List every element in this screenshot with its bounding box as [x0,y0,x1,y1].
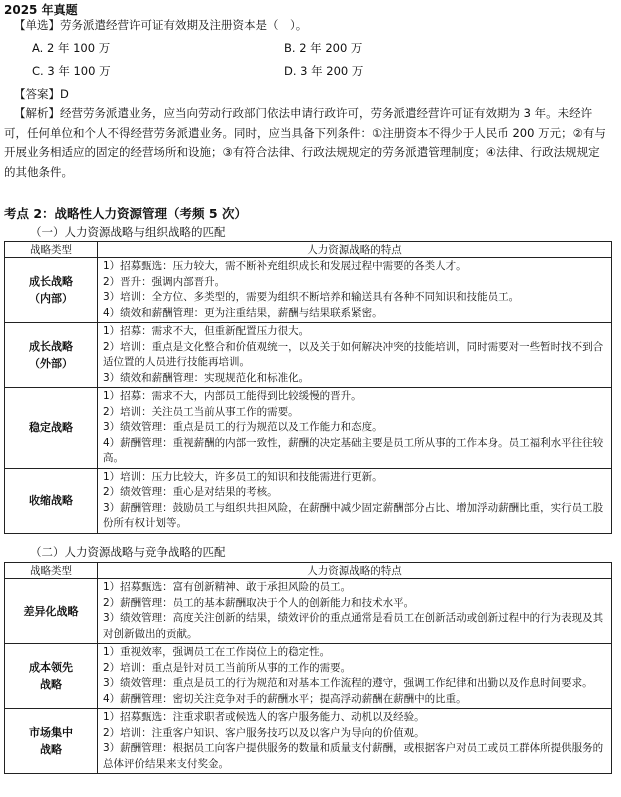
strategy-type-line: 稳定战略 [29,421,73,435]
feature-line: 2）培训：重点是针对员工当前所从事的工作的需要。 [103,661,352,674]
header-features: 人力资源战略的特点 [98,242,612,258]
feature-line: 3）绩效和薪酬管理：实现规范化和标准化。 [103,371,310,384]
strategy-features-cell [98,709,612,774]
strategy-type-cell [5,709,98,774]
header-features: 人力资源战略的特点 [98,563,612,579]
strategy-type-line: 收缩战略 [29,494,73,507]
feature-line: 1）招募：需求不大，但重新配置压力很大。 [103,325,310,337]
feature-line: 1）重视效率，强调员工在工作岗位上的稳定性。 [103,646,331,658]
strategy-features-cell [98,323,612,388]
answer-text: 【答案】D [14,87,69,101]
strategy-type-line: 成长战略 [29,275,73,288]
feature-line: 4）薪酬管理：重视薪酬的内部一致性，薪酬的决定基础主要是员工所从事的工作本身。员工福利水平往往较高。 [103,436,604,464]
option-d: D. 3 年 200 万 [284,64,364,78]
feature-line: 3）绩效管理：重点是员工的行为规范和对基本工作流程的遵守，强调工作纪律和出勤以及作息时间要求。 [103,677,593,689]
strategy-features-cell [98,644,612,709]
strategy-type-line: （内部） [29,292,73,305]
option-c: C. 3 年 100 万 [32,64,111,78]
point-heading: 考点 2：战略性人力资源管理（考频 5 次） [4,206,247,221]
strategy-type-line: 战略 [40,743,62,756]
feature-line: 3）绩效管理：高度关注创新的结果，绩效评价的重点通常是看员工在创新活动或创新过程中的行为表现及其对创新做出的贡献。 [103,612,604,640]
feature-line: 2）绩效管理：重心是对结果的考核。 [103,486,278,498]
strategy-type-cell [5,323,98,388]
header-type: 战略类型 [5,242,98,258]
table-row [5,709,612,774]
feature-line: 2）培训：注重客户知识、客户服务技巧以及以客户为导向的价值观。 [103,726,425,739]
table-row [5,468,612,533]
strategy-type-cell [5,644,98,709]
feature-line: 1）招募甄选：富有创新精神、敢于承担风险的员工。 [103,581,352,593]
option-a: A. 2 年 100 万 [32,41,111,55]
table-row [5,579,612,644]
table-row [5,644,612,709]
table-competitive-strategy [4,562,612,774]
strategy-features-cell [98,579,612,644]
strategy-features-cell [98,258,612,323]
explanation-text: 【解析】经营劳务派遣业务，应当向劳动行政部门依法申请行政许可，劳务派遣经营许可证有效期为 3 年。未经许可，任何单位和个人不得经营劳务派遣业务。同时，应当具备下列条件：①注册资本不得少于人民币 200 万元；②有与开展业务相适应的固定的经营场所和设施；③有符合法律、行政法规规定的劳务派遣管理制度；④法律、行政法规规定的其他条件。 [4,106,606,179]
header-type: 战略类型 [5,563,98,579]
feature-line: 1）招募：需求不大，内部员工能得到比较缓慢的晋升。 [103,390,362,402]
feature-line: 1）招募甄选：注重求职者或候选人的客户服务能力、动机以及经验。 [103,711,425,723]
feature-line: 3）培训：全方位、多类型的，需要为组织不断培养和输送具有各种不同知识和技能员工。 [103,291,520,303]
feature-line: 2）薪酬管理：员工的基本薪酬取决于个人的创新能力和技术水平。 [103,596,415,609]
section1-title: （一）人力资源战略与组织战略的匹配 [30,225,226,239]
strategy-type-line: 成长战略 [29,340,73,353]
feature-line: 1）培训：压力比较大，许多员工的知识和技能需进行更新。 [103,470,383,483]
strategy-type-cell [5,579,98,644]
strategy-type-cell [5,258,98,323]
strategy-type-line: （外部） [29,357,73,370]
feature-line: 2）培训：关注员工当前从事工作的需要。 [103,405,299,418]
strategy-features-cell [98,468,612,533]
strategy-type-line: 成本领先 [29,661,73,674]
feature-line: 4）薪酬管理：密切关注竞争对手的薪酬水平；提高浮动薪酬在薪酬中的比重。 [103,692,467,705]
feature-line: 2）培训：重点是文化整合和价值观统一，以及关于如何解决冲突的技能培训，同时需要对一些暂时找不到合适位置的人员进行技能再培训。 [103,340,604,368]
table-row [5,388,612,469]
strategy-type-cell [5,388,98,469]
strategy-type-cell [5,468,98,533]
question-text: 【单选】劳务派遣经营许可证有效期及注册资本是（ ）。 [14,18,308,32]
feature-line: 1）招募甄选：压力较大，需不断补充组织成长和发展过程中需要的各类人才。 [103,260,467,272]
section2-title: （二）人力资源战略与竞争战略的匹配 [30,545,226,559]
table-org-strategy [4,241,612,534]
feature-line: 3）薪酬管理：鼓励员工与组织共担风险，在薪酬中减少固定薪酬部分占比、增加浮动薪酬比重，实行员工股份所有权计划等。 [103,501,604,529]
exam-year-heading: 2025 年真题 [4,3,78,17]
feature-line: 2）晋升：强调内部晋升。 [103,275,226,288]
strategy-type-line: 差异化战略 [23,604,79,618]
strategy-type-line: 市场集中 [29,726,73,739]
feature-line: 3）薪酬管理：根据员工向客户提供服务的数量和质量支付薪酬，或根据客户对员工或员工群体所提供服务的总体评价结果来支付奖金。 [103,742,604,770]
table-row [5,258,612,323]
option-b: B. 2 年 200 万 [284,41,363,55]
table-row [5,323,612,388]
feature-line: 4）绩效和薪酬管理：更为注重结果，薪酬与结果联系紧密。 [103,306,383,319]
strategy-type-line: 战略 [40,678,62,691]
strategy-features-cell [98,388,612,469]
feature-line: 3）绩效管理：重点是员工的行为规范以及工作能力和态度。 [103,421,383,433]
